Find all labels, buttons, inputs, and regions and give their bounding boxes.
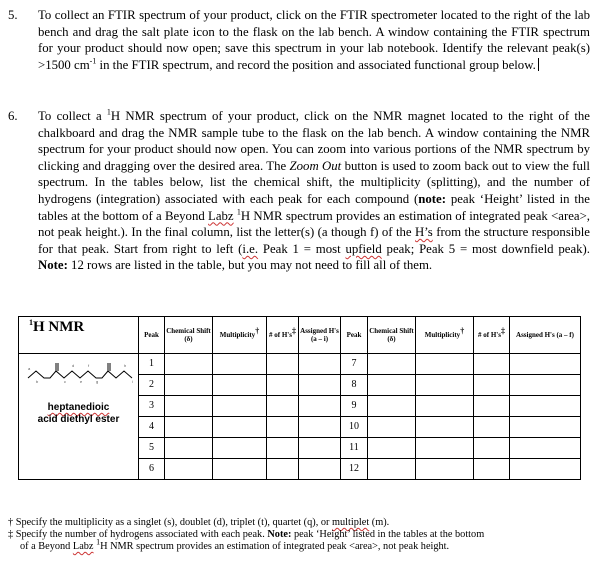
header-num-h: # of H's‡ [267,317,299,354]
nh-4[interactable] [267,417,299,438]
shift-10[interactable] [368,417,416,438]
mult-11[interactable] [416,438,474,459]
label-i: i [132,379,133,384]
item-6-text: To collect a $^1$H NMR spectrum of your product, click on the NMR magnet located to the right of the chalkboard and drag the NMR sample tube to the flask on the lab bench. A window containing the NMR spectrum for your product should now open. You can zoom into various portions of the NMR spectrum by clicking and dragging over the desired area. The Zoom Out button is used to zoom back out to view the full spectrum. In the tables below, list the chemical shift, the multiplicity (splitting), and the number of hydrogens (integration) associated with each peak for each compound (note: peak ‘Height’ listed in the tables at the bottom of a Beyond Labz $^1$H NMR spectrum provides an estimation of integrated peak <area>, not peak height.). In the final column, list the letter(s) (a though f) of the H’s from the structure responsible for that peak. Start from right to left (i.e. Peak 1 = most upfield peak; Peak 5 = most downfield peak). Note: 12 rows are listed in the table, but you may not need to fill all of them. [38,107,590,273]
assign-10[interactable] [510,417,581,438]
assign-8[interactable] [510,375,581,396]
nh-2[interactable] [267,375,299,396]
shift-12[interactable] [368,459,416,480]
assign-7[interactable] [510,354,581,375]
header-multiplicity: Multiplicity† [213,317,267,354]
peak-6: 6 [139,459,165,480]
mult-2[interactable] [213,375,267,396]
compound-name: heptanedioic acid diethyl ester [37,402,120,425]
assign-4[interactable] [299,417,341,438]
item-6 [8,108,590,274]
peak-9: 9 [341,396,368,417]
nmr-table [18,316,581,480]
label-d: d [72,363,75,368]
mult-12[interactable] [416,459,474,480]
table-row [19,354,581,375]
shift-2[interactable] [165,375,213,396]
shift-4[interactable] [165,417,213,438]
header-shift: Chemical Shift (δ) [165,317,213,354]
item-5-number: 5. [8,8,18,22]
label-a: a [28,366,31,371]
assign-3[interactable] [299,396,341,417]
assign-1[interactable] [299,354,341,375]
text-cursor [538,58,539,71]
nh-11[interactable] [474,438,510,459]
peak-7: 7 [341,354,368,375]
label-f: f [88,363,90,368]
nh-1[interactable] [267,354,299,375]
structure-diagram [25,356,137,396]
peak-4: 4 [139,417,165,438]
header-peak-right: Peak [341,317,368,354]
nh-12[interactable] [474,459,510,480]
nh-9[interactable] [474,396,510,417]
nh-10[interactable] [474,417,510,438]
header-assigned-left: Assigned H's (a – i) [299,317,341,354]
mult-8[interactable] [416,375,474,396]
header-shift-right: Chemical Shift (δ) [368,317,416,354]
shift-6[interactable] [165,459,213,480]
footnote-multiplicity: † Specify the multiplicity as a singlet (s), doublet (d), triplet (t), quartet (q), or multiplet (m). [8,517,390,528]
nh-8[interactable] [474,375,510,396]
footnote-hydrogens: ‡ Specify the number of hydrogens associated with each peak. Note: peak ‘Height’ listed in the tables at the bottom of a Beyond Labz $^1$H NMR spectrum provides an estimation of integrated peak <area>, not peak height. [8,529,485,552]
shift-7[interactable] [368,354,416,375]
peak-5: 5 [139,438,165,459]
mult-5[interactable] [213,438,267,459]
header-peak: Peak [139,317,165,354]
peak-3: 3 [139,396,165,417]
assign-6[interactable] [299,459,341,480]
peak-8: 8 [341,375,368,396]
label-g: g [96,379,99,384]
nh-3[interactable] [267,396,299,417]
assign-12[interactable] [510,459,581,480]
shift-8[interactable] [368,375,416,396]
mult-9[interactable] [416,396,474,417]
peak-2: 2 [139,375,165,396]
header-assigned-right: Assigned H's (a – f) [510,317,581,354]
mult-7[interactable] [416,354,474,375]
mult-1[interactable] [213,354,267,375]
mult-3[interactable] [213,396,267,417]
item-6-number: 6. [8,109,18,123]
mult-4[interactable] [213,417,267,438]
mult-10[interactable] [416,417,474,438]
shift-1[interactable] [165,354,213,375]
nh-7[interactable] [474,354,510,375]
label-b: b [36,379,39,384]
table-title: $^1$H NMR [19,317,139,354]
assign-2[interactable] [299,375,341,396]
label-e: e [80,379,83,384]
peak-1: 1 [139,354,165,375]
assign-11[interactable] [510,438,581,459]
header-multiplicity-right: Multiplicity† [416,317,474,354]
item-5-text: To collect an FTIR spectrum of your product, click on the FTIR spectrometer located to the right of the lab bench and drag the salt plate icon to the flask on the lab bench. A window containing the FTIR spectrum for your product should now open; save this spectrum in your lab notebook. Identify the relevant peak(s) >1500 $cm^{-1}$ in the FTIR spectrum, and record the position and associated functional group below. [38,8,590,72]
item-5 [8,7,590,73]
peak-12: 12 [341,459,368,480]
assign-5[interactable] [299,438,341,459]
peak-11: 11 [341,438,368,459]
compound-cell [19,354,139,480]
mult-6[interactable] [213,459,267,480]
shift-9[interactable] [368,396,416,417]
header-num-h-right: # of H's‡ [474,317,510,354]
shift-5[interactable] [165,438,213,459]
nh-6[interactable] [267,459,299,480]
label-c: c [64,379,66,384]
label-h: h [124,363,127,368]
table-header-row [19,317,581,354]
shift-11[interactable] [368,438,416,459]
shift-3[interactable] [165,396,213,417]
nh-5[interactable] [267,438,299,459]
peak-10: 10 [341,417,368,438]
assign-9[interactable] [510,396,581,417]
